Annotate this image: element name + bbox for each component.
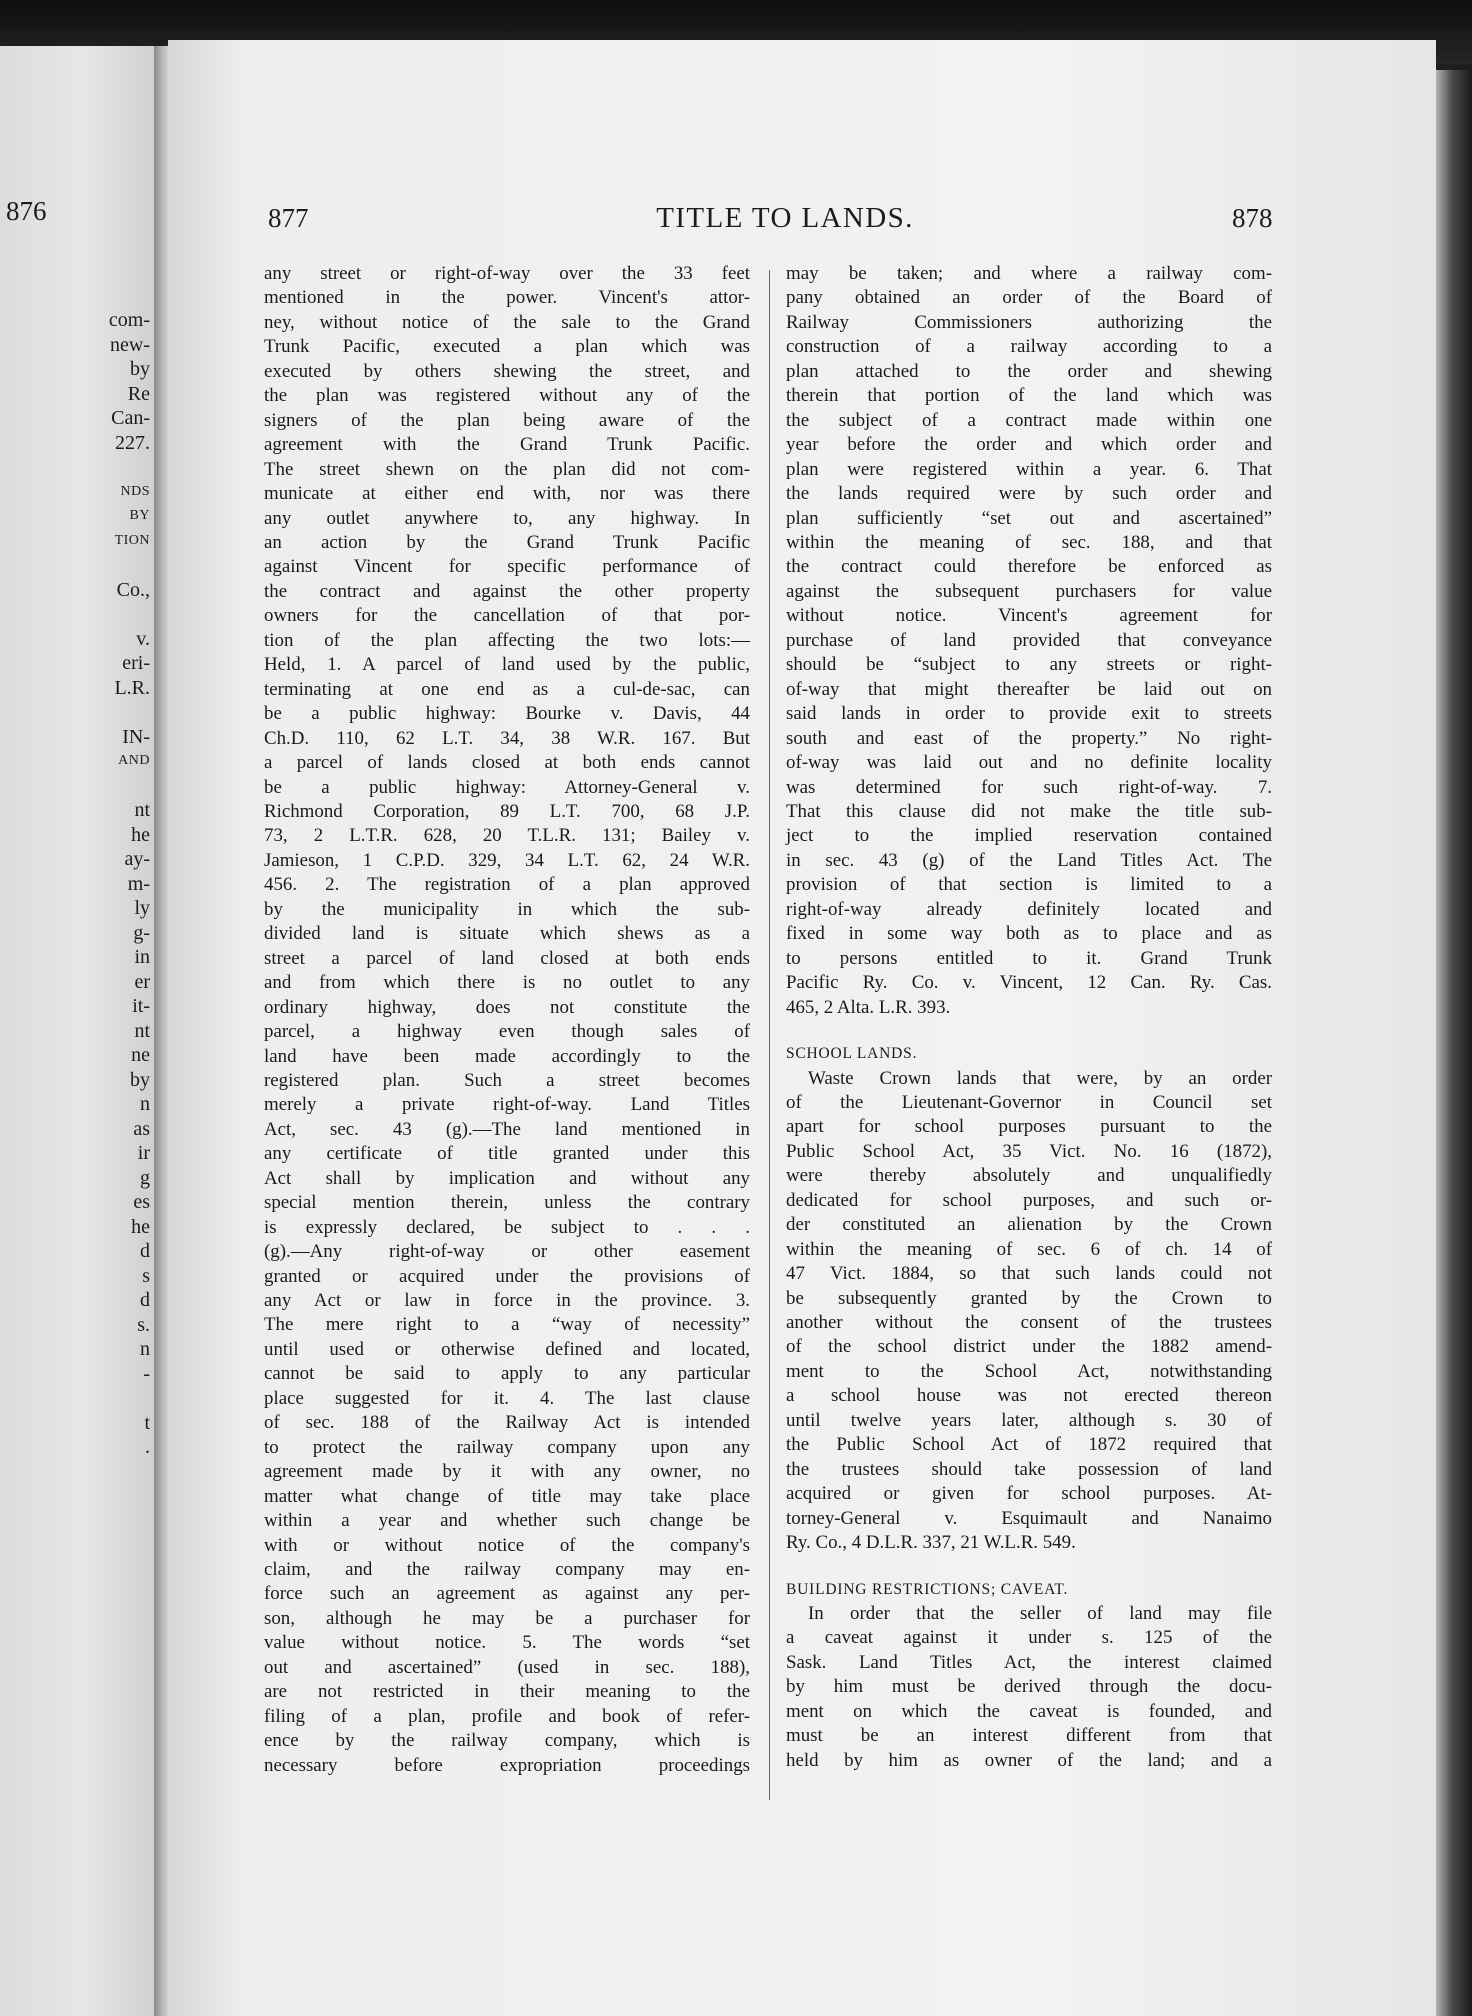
right-column-text bbox=[786, 262, 1272, 1773]
text-line: 47 Vict. 1884, so that such lands could not bbox=[786, 1263, 1272, 1285]
fragment-line: NDS bbox=[120, 483, 150, 499]
text-line: therein that portion of the land which was bbox=[786, 385, 1272, 407]
fragment-line: g bbox=[140, 1166, 150, 1189]
text-line: der constituted an alienation by the Crown bbox=[786, 1214, 1272, 1236]
text-line: the Public School Act of 1872 required that bbox=[786, 1434, 1272, 1456]
text-line: was determined for such right-of-way. 7. bbox=[786, 776, 1272, 798]
fragment-line: ly bbox=[134, 897, 150, 919]
text-line: by the municipality in which the sub- bbox=[264, 898, 750, 920]
fragment-line: nt bbox=[134, 1019, 150, 1042]
text-line: is expressly declared, be subject to . . . bbox=[264, 1216, 750, 1238]
text-line: SCHOOL LANDS. bbox=[786, 1045, 918, 1063]
text-line: registered plan. Such a street becomes bbox=[264, 1069, 750, 1091]
text-line: should be “subject to any streets or right- bbox=[786, 654, 1272, 676]
text-line: south and east of the property.” No right- bbox=[786, 727, 1272, 749]
text-line: without notice. Vincent's agreement for bbox=[786, 605, 1272, 627]
text-line: Trunk Pacific, executed a plan which was bbox=[264, 336, 750, 358]
fragment-line: s. bbox=[137, 1313, 150, 1336]
text-line: Held, 1. A parcel of land used by the public, bbox=[264, 654, 750, 676]
text-line: are not restricted in their meaning to the bbox=[264, 1681, 750, 1703]
text-line: torney-General v. Esquimault and Nanaimo bbox=[786, 1507, 1272, 1529]
fragment-line: ne bbox=[131, 1044, 150, 1066]
text-line: be subsequently granted by the Crown to bbox=[786, 1287, 1272, 1309]
previous-page-text-fragments bbox=[10, 308, 150, 1460]
text-line: That this clause did not make the title sub- bbox=[786, 800, 1272, 822]
fragment-line: - bbox=[143, 1362, 150, 1385]
fragment-line: new- bbox=[110, 333, 150, 356]
text-line: to protect the railway company upon any bbox=[264, 1436, 750, 1458]
fragment-line: ay- bbox=[124, 848, 150, 870]
text-line: an action by the Grand Trunk Pacific bbox=[264, 531, 750, 553]
text-line: Richmond Corporation, 89 L.T. 700, 68 J.P. bbox=[264, 800, 750, 822]
text-line: agreement with the Grand Trunk Pacific. bbox=[264, 434, 750, 456]
text-line: must be an interest different from that bbox=[786, 1725, 1272, 1747]
text-line: special mention therein, unless the contrary bbox=[264, 1192, 750, 1214]
text-line: land have been made accordingly to the bbox=[264, 1045, 750, 1067]
fragment-line: Co., bbox=[116, 578, 150, 601]
text-line: year before the order and which order and bbox=[786, 434, 1272, 456]
text-line: until twelve years later, although s. 30 of bbox=[786, 1409, 1272, 1431]
text-line: until used or otherwise defined and located, bbox=[264, 1338, 750, 1360]
text-line: be a public highway: Bourke v. Davis, 44 bbox=[264, 703, 750, 725]
fragment-line: AND bbox=[118, 753, 150, 768]
running-title: TITLE TO LANDS. bbox=[656, 202, 914, 234]
text-line: signers of the plan being aware of the bbox=[264, 409, 750, 431]
fragment-line: d bbox=[140, 1289, 150, 1311]
fragment-line: t bbox=[144, 1411, 150, 1434]
fragment-line bbox=[10, 602, 150, 627]
previous-page-number: 876 bbox=[6, 196, 47, 226]
text-line: ject to the implied reservation contained bbox=[786, 825, 1272, 847]
text-line: divided land is situate which shews as a bbox=[264, 923, 750, 945]
text-line: Sask. Land Titles Act, the interest claimed bbox=[786, 1651, 1272, 1673]
fragment-line bbox=[10, 1386, 150, 1411]
text-line: the contract could therefore be enforced as bbox=[786, 556, 1272, 578]
fragment-line bbox=[10, 774, 150, 799]
text-line: fixed in some way both as to place and as bbox=[786, 923, 1272, 945]
text-line: the lands required were by such order and bbox=[786, 483, 1272, 505]
text-line: cannot be said to apply to any particular bbox=[264, 1363, 750, 1385]
text-line: plan sufficiently “set out and ascertained” bbox=[786, 507, 1272, 529]
text-line: ment to the School Act, notwithstanding bbox=[786, 1360, 1272, 1382]
text-line: executed by others shewing the street, and bbox=[264, 360, 750, 382]
text-line: against the subsequent purchasers for value bbox=[786, 580, 1272, 602]
fragment-line bbox=[10, 455, 150, 480]
text-line: in sec. 43 (g) of the Land Titles Act. The bbox=[786, 849, 1272, 871]
text-line: Act, sec. 43 (g).—The land mentioned in bbox=[264, 1118, 750, 1140]
text-line: owners for the cancellation of that por- bbox=[264, 605, 750, 627]
fragment-line: by bbox=[130, 358, 150, 380]
text-line: value without notice. 5. The words “set bbox=[264, 1632, 750, 1654]
text-line: construction of a railway according to a bbox=[786, 336, 1272, 358]
fragment-line: as bbox=[133, 1117, 150, 1140]
text-line: a parcel of lands closed at both ends cannot bbox=[264, 752, 750, 774]
text-line: street a parcel of land closed at both ends bbox=[264, 947, 750, 969]
text-line: by him must be derived through the docu- bbox=[786, 1676, 1272, 1698]
text-line: 465, 2 Alta. L.R. 393. bbox=[786, 996, 951, 1018]
text-line: within the meaning of sec. 6 of ch. 14 of bbox=[786, 1238, 1272, 1260]
fragment-line: com- bbox=[108, 309, 150, 331]
text-line: of-way was laid out and no definite locality bbox=[786, 752, 1272, 774]
text-line: Jamieson, 1 C.P.D. 329, 34 L.T. 62, 24 W.R. bbox=[264, 849, 750, 871]
text-line: merely a private right-of-way. Land Titles bbox=[264, 1094, 750, 1116]
fragment-line: er bbox=[134, 970, 150, 993]
text-line: Ch.D. 110, 62 L.T. 34, 38 W.R. 167. But bbox=[264, 727, 750, 749]
text-line: ment on which the caveat is founded, and bbox=[786, 1700, 1272, 1722]
fragment-line: IN- bbox=[122, 725, 150, 748]
fragment-line: v. bbox=[136, 627, 150, 650]
text-line: Public School Act, 35 Vict. No. 16 (1872), bbox=[786, 1140, 1272, 1162]
fragment-line: TION bbox=[114, 532, 150, 548]
text-line: 456. 2. The registration of a plan approved bbox=[264, 874, 750, 896]
column-rule bbox=[769, 270, 770, 1800]
text-line: tion of the plan affecting the two lots:— bbox=[264, 629, 750, 651]
text-line: any street or right-of-way over the 33 feet bbox=[264, 263, 750, 284]
text-line: The mere right to a “way of necessity” bbox=[264, 1314, 750, 1336]
text-line: In order that the seller of land may file bbox=[808, 1603, 1272, 1625]
fragment-line: n bbox=[140, 1093, 150, 1115]
right-page-number: 878 bbox=[1232, 203, 1273, 233]
text-line: necessary before expropriation proceedings bbox=[264, 1754, 750, 1776]
fragment-line: in bbox=[134, 946, 150, 968]
text-line: within the meaning of sec. 188, and that bbox=[786, 531, 1272, 553]
text-line: a school house was not erected thereon bbox=[786, 1385, 1272, 1407]
text-line: municate at either end with, nor was there bbox=[264, 483, 750, 505]
text-line: pany obtained an order of the Board of bbox=[786, 287, 1272, 309]
fragment-line: it- bbox=[132, 995, 150, 1017]
fragment-line: g- bbox=[133, 921, 150, 944]
text-line: with or without notice of the company's bbox=[264, 1534, 750, 1556]
text-line: Act shall by implication and without any bbox=[264, 1167, 750, 1189]
text-line: agreement made by it with any owner, no bbox=[264, 1461, 750, 1483]
fragment-line: by bbox=[130, 1068, 150, 1091]
text-line: the plan was registered without any of the bbox=[264, 385, 750, 407]
text-line: the trustees should take possession of land bbox=[786, 1458, 1272, 1480]
text-line: plan attached to the order and shewing bbox=[786, 360, 1272, 382]
text-line: said lands in order to provide exit to streets bbox=[786, 703, 1272, 725]
fragment-line: s bbox=[142, 1264, 150, 1287]
fragment-line: n bbox=[140, 1338, 150, 1360]
fragment-line: nt bbox=[134, 799, 150, 821]
text-line: of the school district under the 1882 amend- bbox=[786, 1336, 1272, 1358]
text-line: granted or acquired under the provisions of bbox=[264, 1265, 750, 1287]
text-line: any Act or law in force in the province. 3. bbox=[264, 1290, 750, 1312]
text-line: (g).—Any right-of-way or other easement bbox=[264, 1241, 750, 1263]
text-line: Railway Commissioners authorizing the bbox=[786, 311, 1272, 333]
fragment-line: Re bbox=[127, 382, 150, 405]
text-line: Ry. Co., 4 D.L.R. 337, 21 W.L.R. 549. bbox=[786, 1532, 1076, 1554]
left-page-number: 877 bbox=[268, 203, 309, 233]
text-line: Pacific Ry. Co. v. Vincent, 12 Can. Ry. Cas. bbox=[786, 972, 1272, 994]
text-line: plan were registered within a year. 6. That bbox=[786, 458, 1272, 480]
text-line: the subject of a contract made within one bbox=[786, 409, 1272, 431]
text-line: right-of-way already definitely located and bbox=[786, 898, 1272, 920]
paragraph-gap bbox=[786, 1556, 1272, 1578]
text-line: within a year and whether such change be bbox=[264, 1510, 750, 1532]
text-line: matter what change of title may take place bbox=[264, 1485, 750, 1507]
text-line: purchase of land provided that conveyance bbox=[786, 629, 1272, 651]
text-line: apart for school purposes pursuant to the bbox=[786, 1116, 1272, 1138]
left-column-text bbox=[264, 262, 750, 1778]
text-line: the contract and against the other property bbox=[264, 580, 750, 602]
fragment-line: 227. bbox=[115, 431, 150, 454]
text-line: a caveat against it under s. 125 of the bbox=[786, 1627, 1272, 1649]
fragment-line: Can- bbox=[111, 407, 150, 429]
text-line: force such an agreement as against any per- bbox=[264, 1583, 750, 1605]
fragment-line bbox=[10, 553, 150, 578]
fragment-line: d bbox=[140, 1240, 150, 1262]
text-line: were thereby absolutely and unqualifiedly bbox=[786, 1165, 1272, 1187]
previous-page bbox=[0, 46, 156, 2016]
fragment-line: he bbox=[131, 823, 150, 846]
text-line: parcel, a highway even though sales of bbox=[264, 1021, 750, 1043]
text-line: claim, and the railway company may en- bbox=[264, 1559, 750, 1581]
text-line: out and ascertained” (used in sec. 188), bbox=[264, 1656, 750, 1678]
text-line: and from which there is no outlet to any bbox=[264, 972, 750, 994]
text-line: dedicated for school purposes, and such or- bbox=[786, 1189, 1272, 1211]
fragment-line: eri- bbox=[122, 652, 150, 674]
text-line: held by him as owner of the land; and a bbox=[786, 1749, 1272, 1771]
text-line: any outlet anywhere to, any highway. In bbox=[264, 507, 750, 529]
text-line: 73, 2 L.T.R. 628, 20 T.L.R. 131; Bailey v. bbox=[264, 825, 750, 847]
text-line: of-way that might thereafter be laid out on bbox=[786, 678, 1272, 700]
text-line: BUILDING RESTRICTIONS; CAVEAT. bbox=[786, 1580, 1069, 1598]
fragment-line bbox=[10, 700, 150, 725]
text-line: acquired or given for school purposes. At- bbox=[786, 1483, 1272, 1505]
text-line: The street shewn on the plan did not com- bbox=[264, 458, 750, 480]
text-line: against Vincent for specific performance of bbox=[264, 556, 750, 578]
fragment-line: . bbox=[145, 1436, 150, 1458]
text-line: Waste Crown lands that were, by an order bbox=[808, 1067, 1272, 1089]
fragment-line: he bbox=[131, 1215, 150, 1238]
text-line: provision of that section is limited to a bbox=[786, 874, 1272, 896]
text-line: ence by the railway company, which is bbox=[264, 1730, 750, 1752]
text-line: to persons entitled to it. Grand Trunk bbox=[786, 947, 1272, 969]
text-line: of the Lieutenant-Governor in Council set bbox=[786, 1091, 1272, 1113]
text-line: ney, without notice of the sale to the Grand bbox=[264, 311, 750, 333]
fragment-line: es bbox=[133, 1191, 150, 1213]
fragment-line: ir bbox=[137, 1142, 150, 1164]
fragment-line: L.R. bbox=[114, 676, 150, 699]
text-line: mentioned in the power. Vincent's attor- bbox=[264, 287, 750, 309]
fragment-line: BY bbox=[129, 508, 150, 523]
text-line: son, although he may be a purchaser for bbox=[264, 1607, 750, 1629]
text-line: be a public highway: Attorney-General v. bbox=[264, 776, 750, 798]
text-line: any certificate of title granted under this bbox=[264, 1143, 750, 1165]
text-line: may be taken; and where a railway com- bbox=[786, 263, 1272, 284]
text-line: terminating at one end as a cul-de-sac, can bbox=[264, 678, 750, 700]
text-line: filing of a plan, profile and book of refer- bbox=[264, 1705, 750, 1727]
text-line: place suggested for it. 4. The last clause bbox=[264, 1387, 750, 1409]
text-line: of sec. 188 of the Railway Act is intended bbox=[264, 1412, 750, 1434]
paragraph-gap bbox=[786, 1020, 1272, 1042]
fragment-line: m- bbox=[127, 872, 150, 895]
text-line: another without the consent of the trustees bbox=[786, 1312, 1272, 1334]
text-line: ordinary highway, does not constitute the bbox=[264, 996, 750, 1018]
page-edge-shadow bbox=[1436, 70, 1472, 2016]
